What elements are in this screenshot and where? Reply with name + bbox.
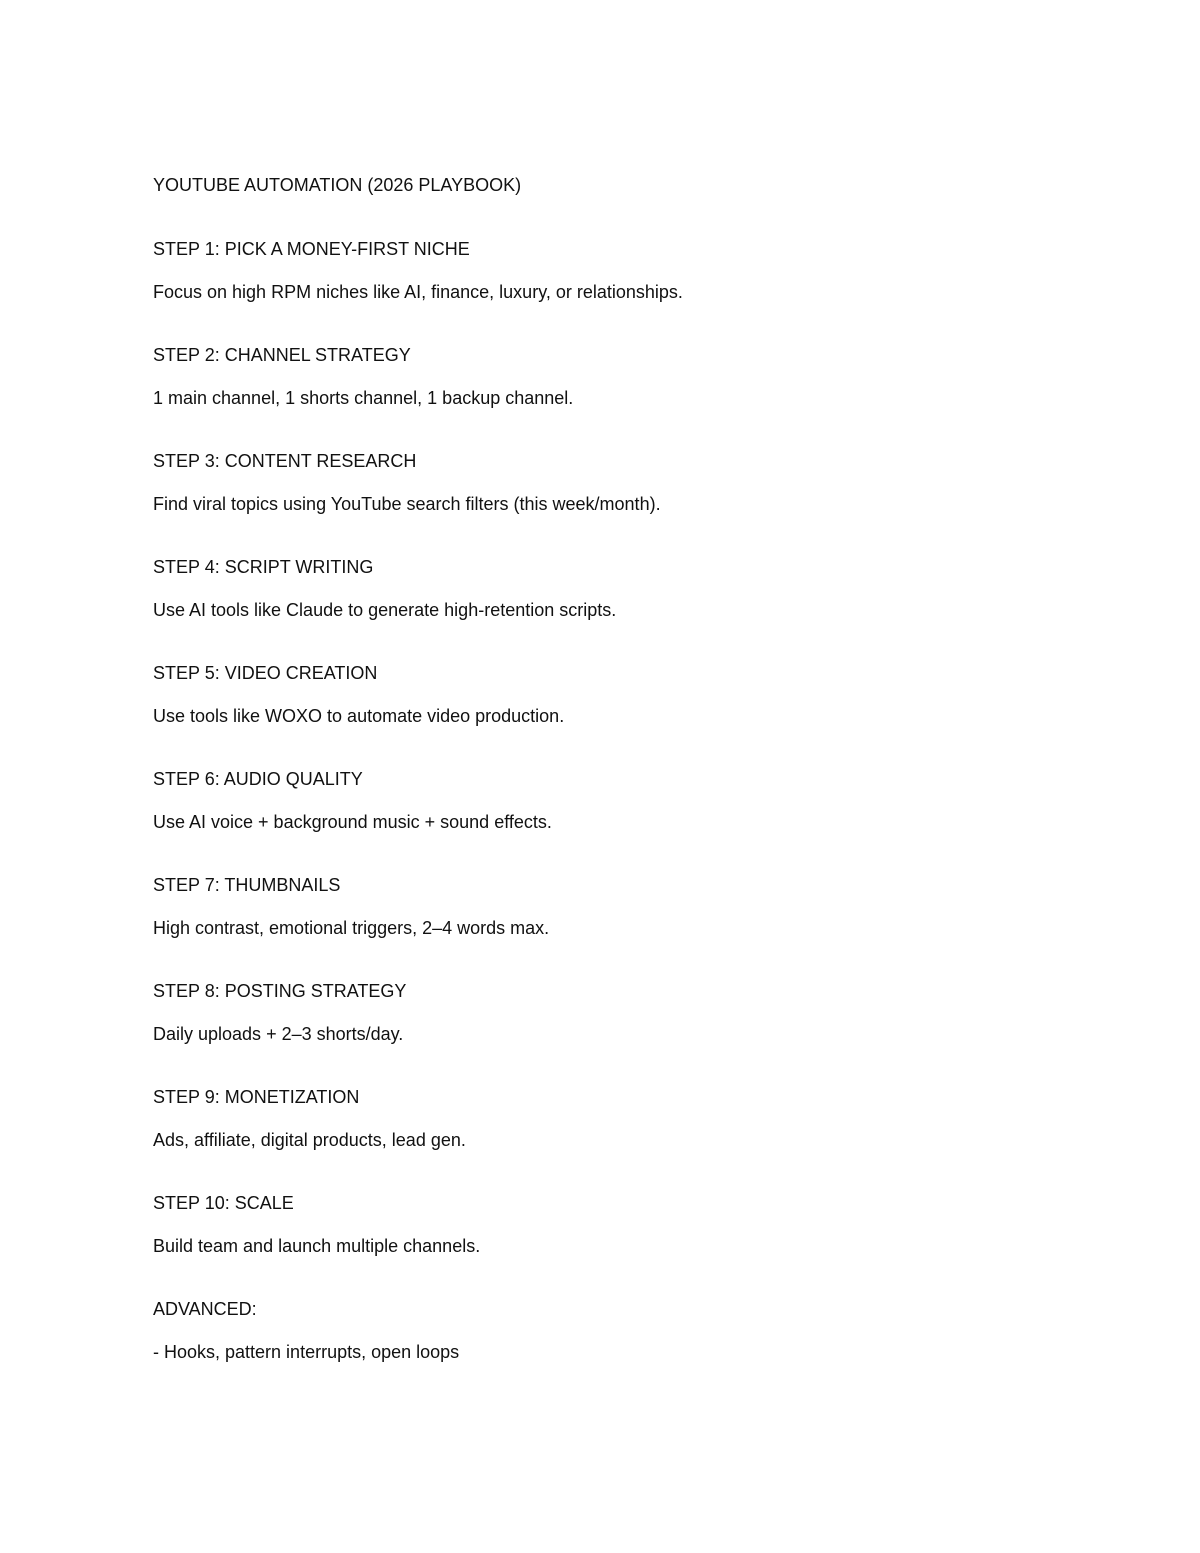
step-3-heading: STEP 3: CONTENT RESEARCH: [153, 451, 417, 471]
step-9-body: Ads, affiliate, digital products, lead gen.: [153, 1130, 466, 1150]
document-title: YOUTUBE AUTOMATION (2026 PLAYBOOK): [153, 175, 522, 195]
step-1-heading: STEP 1: PICK A MONEY-FIRST NICHE: [153, 239, 470, 259]
step-2-body: 1 main channel, 1 shorts channel, 1 backup channel.: [153, 388, 574, 408]
step-9-heading: STEP 9: MONETIZATION: [153, 1087, 360, 1107]
advanced-heading: ADVANCED:: [153, 1299, 257, 1319]
advanced-body: - Hooks, pattern interrupts, open loops: [153, 1342, 460, 1362]
step-8-body: Daily uploads + 2–3 shorts/day.: [153, 1024, 404, 1044]
step-8-heading: STEP 8: POSTING STRATEGY: [153, 981, 407, 1001]
step-6-body: Use AI voice + background music + sound effects.: [153, 812, 552, 832]
step-3-body: Find viral topics using YouTube search filters (this week/month).: [153, 494, 661, 514]
step-10-heading: STEP 10: SCALE: [153, 1193, 294, 1213]
step-5-body: Use tools like WOXO to automate video production.: [153, 706, 565, 726]
step-4-body: Use AI tools like Claude to generate high-retention scripts.: [153, 600, 617, 620]
step-7-body: High contrast, emotional triggers, 2–4 words max.: [153, 918, 550, 938]
step-5-heading: STEP 5: VIDEO CREATION: [153, 663, 378, 683]
step-7-heading: STEP 7: THUMBNAILS: [153, 875, 341, 895]
step-10-body: Build team and launch multiple channels.: [153, 1236, 481, 1256]
step-2-heading: STEP 2: CHANNEL STRATEGY: [153, 345, 411, 365]
step-1-body: Focus on high RPM niches like AI, finance, luxury, or relationships.: [153, 282, 683, 302]
step-6-heading: STEP 6: AUDIO QUALITY: [153, 769, 363, 789]
step-4-heading: STEP 4: SCRIPT WRITING: [153, 557, 374, 577]
